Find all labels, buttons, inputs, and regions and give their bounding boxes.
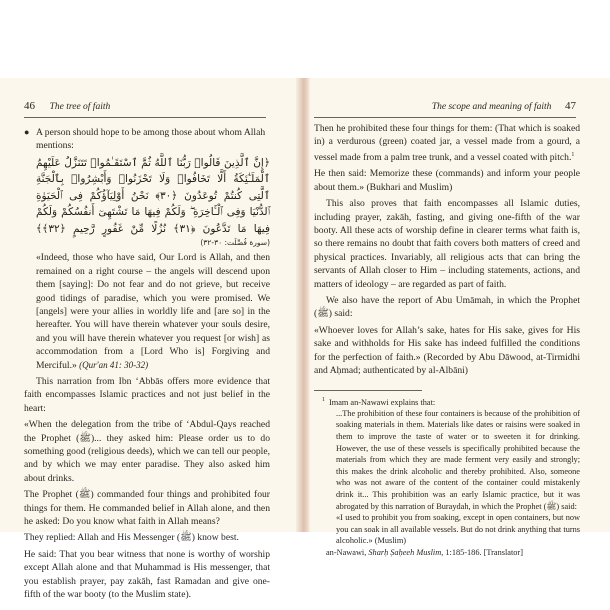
quran-citation: (Qur'an 41: 30-32): [79, 359, 149, 370]
footnote: [314, 395, 580, 559]
right-running-head: [314, 99, 576, 118]
paragraph: We also have the report of Abu Umāmah, in which the Prophet (ﷺ) said:: [314, 295, 580, 320]
paragraph: He then said: Memorize these (commands) and inform your people about them.» (Bukhari and Muslim): [314, 168, 580, 193]
footnote-quote: ...The prohibition of these four containers is because of the prohibition of soaking materials in them. Materials like dates or raisins were soaked in them to improve the taste of water or to sweeten it for drinking. However, the use of these vessels is specifically prohibited because the materials from which they are made ferment very easily and strongly; this makes the drink alcoholic and thereby prohibited. Also, someone who was not aware of the content of the container could mistakenly drink it... This prohibition was an early Islamic practice, but it was abrogated by this narration of Buraydah, in which the Prophet (ﷺ) said:: [336, 408, 580, 511]
footnote-quote: «I used to prohibit you from soaking, except in open containers, but now you can soak in all available vessels. But do not drink anything that turns alcoholic.» (Muslim): [336, 513, 580, 546]
hadith-paragraph: «When the delegation from the tribe of ‘Abdul-Qays reached the Prophet (ﷺ)... they asked him: Please order us to do something good (religious deeds), which we can tell our people, and by which we may enter paradise. They also asked him about drinks.: [24, 419, 270, 484]
footnote-marker: 1: [571, 151, 575, 158]
page-number: 46: [24, 100, 35, 112]
left-page: [0, 78, 296, 601]
footnote-divider: [314, 390, 422, 391]
verse-translation: [36, 251, 270, 372]
arabic-surah-reference: (سورة فُصِّلَت: ٣٠-٣٢): [200, 238, 270, 248]
running-title: The scope and meaning of faith: [431, 102, 552, 112]
footnote-number: 1: [322, 396, 325, 403]
translation-text: «Indeed, those who have said, Our Lord is Allah, and then remained on a right course – the angels will descend upon them [saying]: Do not fear and do not grieve, but receive good tidings of paradise, which you were promised. We [angels] were your allies in worldly life and [are so] in the hereafter. You will have therein whatever your souls desire, and you will have therein whatever you request [or wish] as accommodation from a [Lord Who is] Forgiving and Merciful.»: [36, 252, 270, 371]
bullet-item: [24, 126, 270, 153]
hadith-paragraph: He said: That you bear witness that none is worthy of worship except Allah alone and that Muhammad is His messenger, that you establish prayer, pay zakāh, fast Ramadan and give one-fifth of the war booty (to the Muslim state).: [24, 548, 270, 601]
paragraph: [314, 122, 580, 164]
left-page-body: [24, 126, 270, 604]
book-spread: [0, 78, 610, 601]
book-spine: [296, 78, 310, 532]
hadith-paragraph: They replied: Allah and His Messenger (ﷺ) know best.: [24, 532, 239, 544]
footnote-intro-text: Imam an-Nawawi explains that:: [329, 397, 436, 407]
source-author: an-Nawawi,: [326, 547, 369, 557]
arabic-verse: ﴿إِنَّ ٱلَّذِينَ قَالُوا۟ رَبُّنَا ٱللَّهُ ثُمَّ ٱسْتَقَـٰمُوا۟ تَتَنَزَّلُ عَلَيْهِمُ ٱلْمَلَـٰٓئِكَةُ أَلَّا تَخَافُوا۟ وَلَا تَحْزَنُوا۟ وَأَبْشِرُوا۟ بِٱلْجَنَّةِ ٱلَّتِى كُنتُمْ تُوعَدُونَ ﴿٣٠﴾ نَحْنُ أَوْلِيَآؤُكُمْ فِى ٱلْحَيَوٰةِ ٱلدُّنْيَا وَفِى ٱلْـَٔاخِرَةِ ۖ وَلَكُمْ فِيهَا مَا تَشْتَهِىٓ أَنفُسُكُمْ وَلَكُمْ فِيهَا مَا تَدَّعُونَ ﴿٣١﴾ نُزُلًا مِّنْ غَفُورٍ رَّحِيمٍ ﴿٣٢﴾﴾: [36, 156, 270, 235]
source-pages: , 1:185-186. [Translator]: [441, 547, 523, 557]
paragraph: This narration from Ibn ‘Abbās offers more evidence that faith encompasses Islamic practices and not just belief in the heart:: [24, 375, 270, 414]
hadith-paragraph: The Prophet (ﷺ) commanded four things and prohibited four things for them. He commanded belief in Allah alone, and then he asked: Do you know what faith in Allah means?: [24, 489, 270, 528]
paragraph-text: Then he prohibited these four things for them: (That which is soaked in) a verdurous (green) coated jar, a vessel made from a gourd, a vessel made from a palm tree trunk, and a vessel coated with pitch.: [314, 123, 580, 163]
right-page: [310, 78, 610, 557]
source-title: Sharḥ Ṣaḥeeh Muslim: [368, 547, 442, 557]
paragraph: This also proves that faith encompasses all Islamic duties, including prayer, zakāh, fasting, and giving one-fifth of the war booty. All these acts of worship define in clearer terms what faith is, so there remains no doubt that faith covers both matters of creed and physical practices. Invariably, all religious acts that can bring the servants of Allah closer to Him – including statements, actions, and matters of ideology – are regarded as part of faith.: [314, 198, 580, 290]
footnote-source: [326, 547, 580, 559]
right-page-body: [314, 122, 580, 559]
bullet-text: A person should hope to be among those about whom Allah mentions:: [36, 127, 266, 152]
bullet-icon: ●: [24, 127, 30, 137]
page-number: 47: [565, 100, 576, 112]
left-running-head: [24, 99, 266, 118]
footnote-intro: [322, 395, 580, 408]
running-title: The tree of faith: [49, 102, 111, 112]
hadith-paragraph: «Whoever loves for Allah’s sake, hates for His sake, gives for His sake and withholds for His sake has indeed fulfilled the conditions for the perfection of faith.» (Recorded by Abu Dāwood, at-Tirmidhi and Aḥmad; authenticated by al-Albāni): [314, 324, 580, 377]
